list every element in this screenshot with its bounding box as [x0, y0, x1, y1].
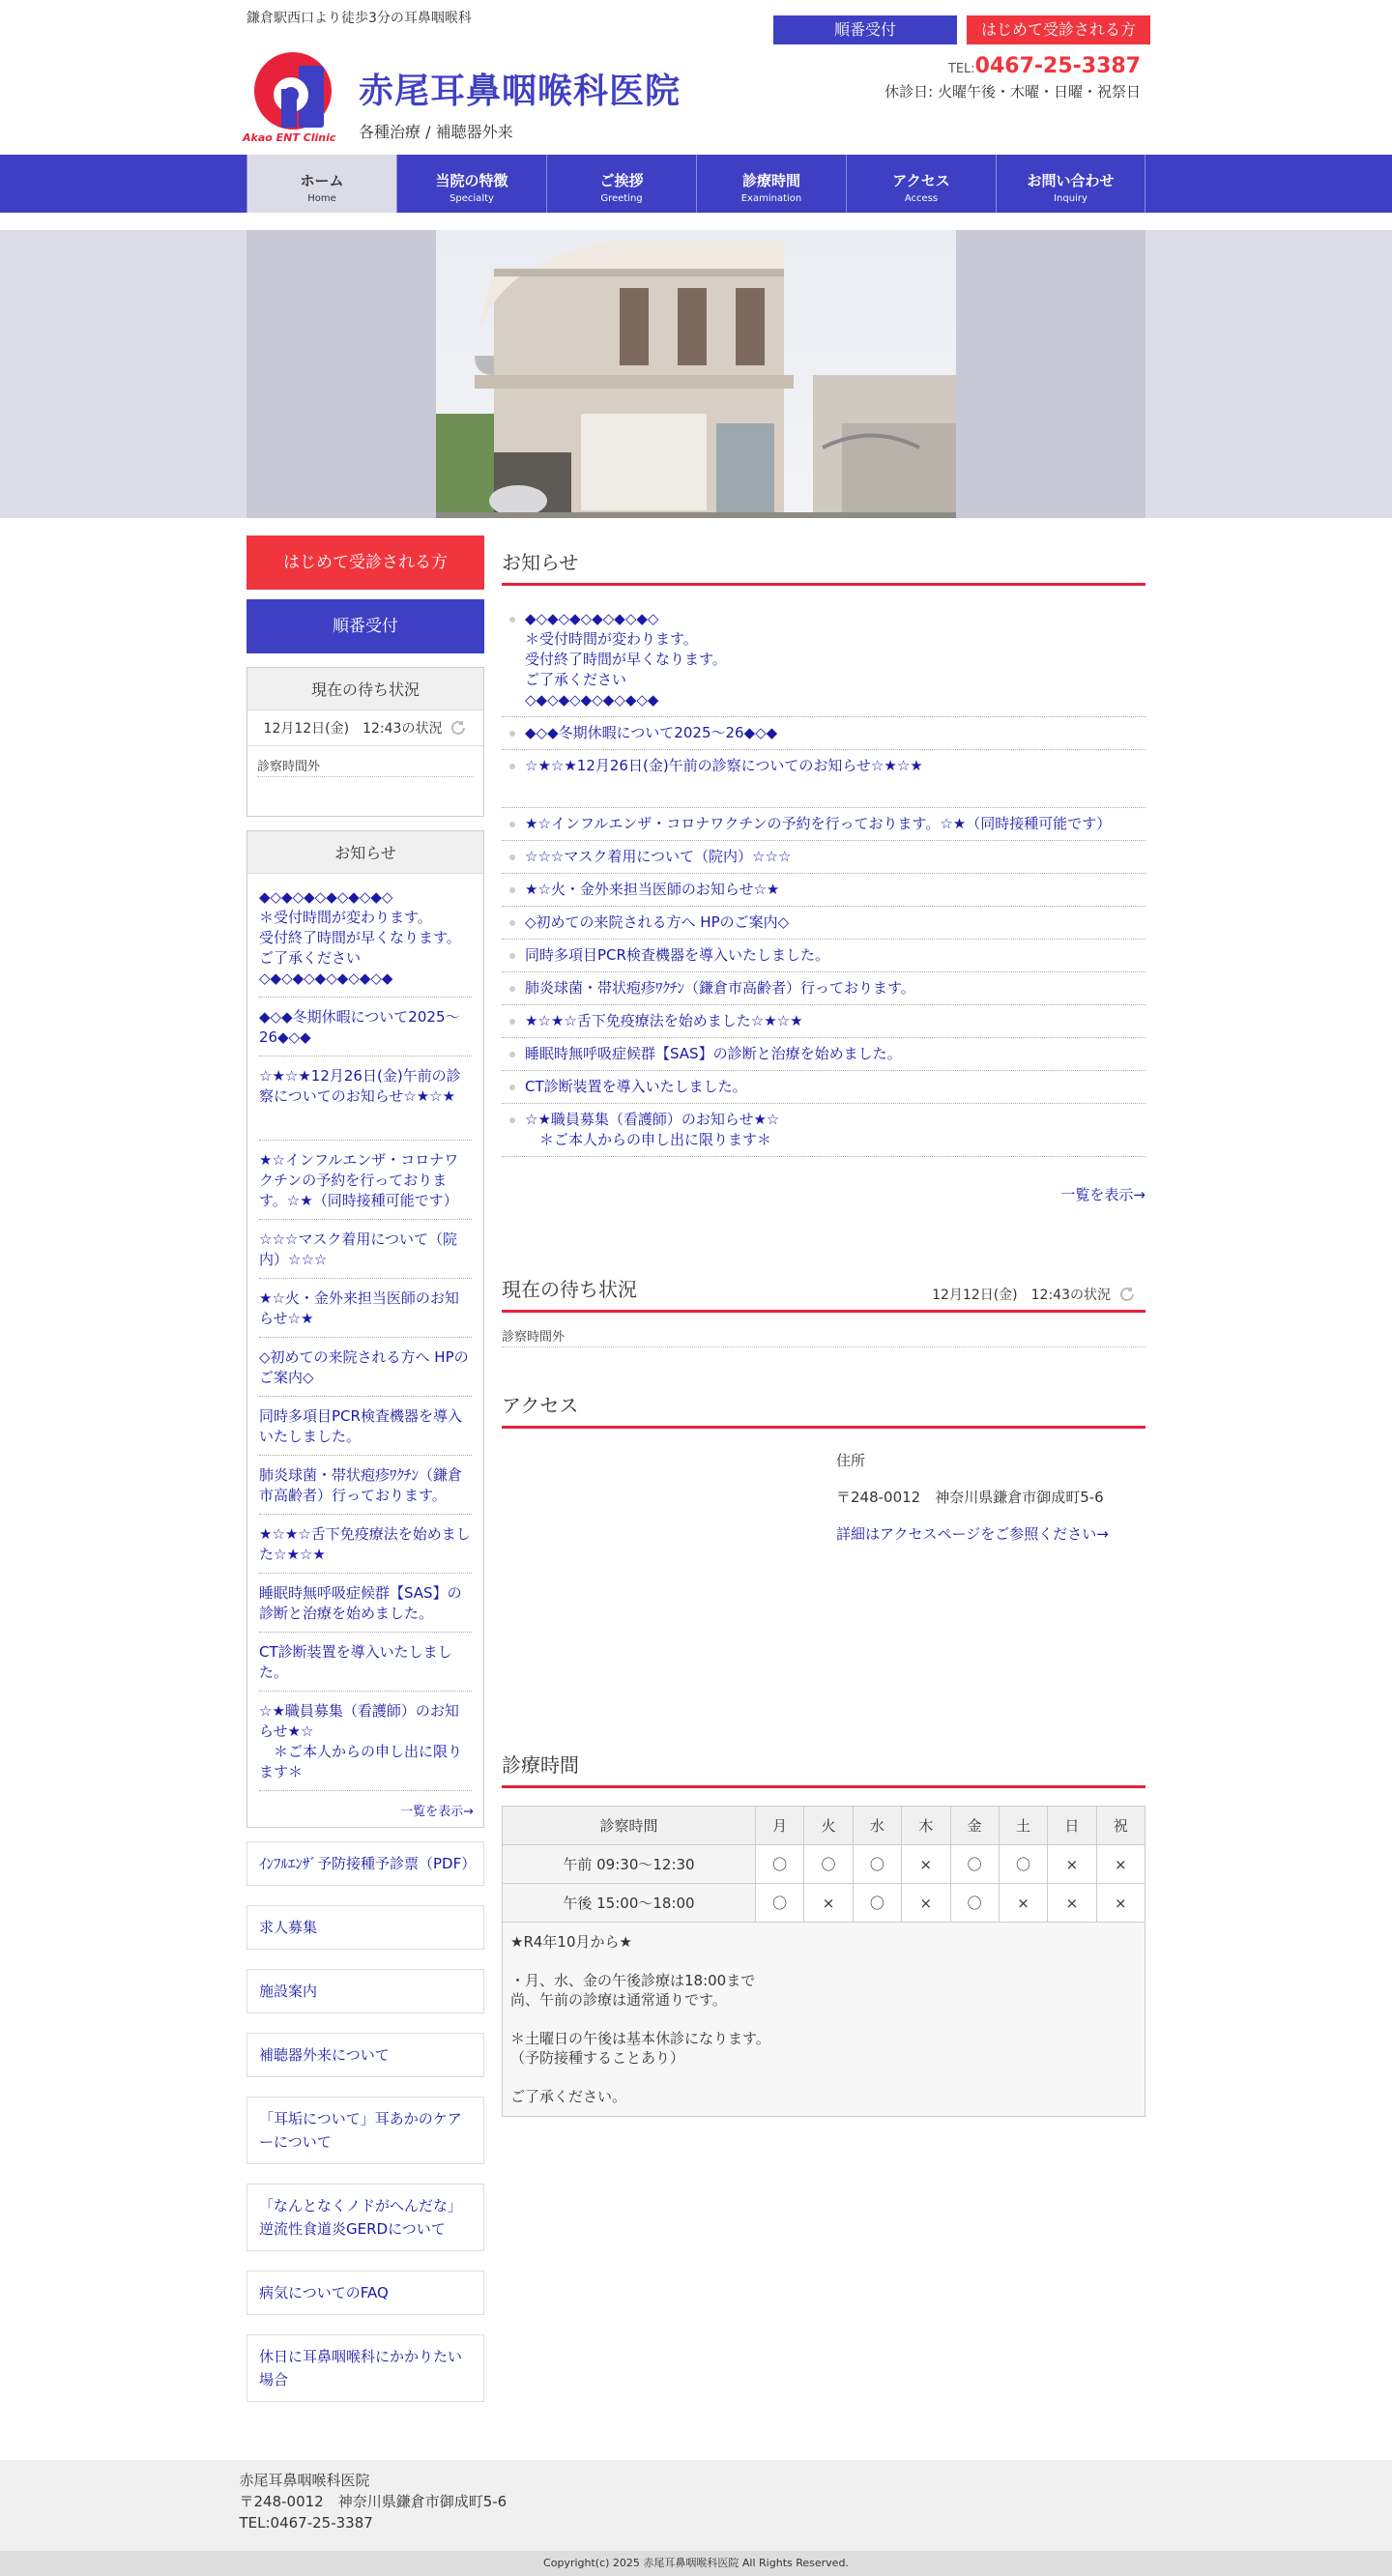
sidebar-link[interactable]: 「なんとなくノドがへんだな」逆流性食道炎GERDについて — [246, 2184, 484, 2251]
nav-item-specialty[interactable] — [396, 155, 546, 213]
hours-header-cell: 火 — [804, 1807, 853, 1845]
logo-mark-icon — [243, 52, 343, 130]
hours-time-cell: 午前 09:30〜12:30 — [503, 1845, 756, 1884]
sidebar-news-list — [247, 874, 483, 1791]
news-item[interactable]: ☆☆☆マスク着用について（院内）☆☆☆ — [502, 841, 1146, 874]
news-item[interactable]: ★☆インフルエンザ・コロナワクチンの予約を行っております。☆★（同時接種可能です） — [502, 808, 1146, 841]
sidebar-link[interactable]: 「耳垢について」耳あかのケアーについて — [246, 2097, 484, 2164]
hours-status-cell: × — [902, 1884, 950, 1923]
site-footer — [0, 2460, 1392, 2576]
hours-status-cell: 〇 — [950, 1884, 999, 1923]
tel-number[interactable]: 0467-25-3387 — [974, 54, 1141, 78]
tel-label: TEL: — [947, 62, 975, 76]
access-address-label: 住所 — [836, 1452, 866, 1469]
clinic-name: 赤尾耳鼻咽喉科医院 — [359, 72, 682, 111]
hours-status-cell: 〇 — [756, 1845, 804, 1884]
sidebar-news-item[interactable]: 睡眠時無呼吸症候群【SAS】の診断と治療を始めました。 — [259, 1574, 472, 1633]
access-map[interactable] — [502, 1446, 836, 1717]
hours-status-cell: × — [1096, 1845, 1145, 1884]
sidebar-news-item[interactable]: ◇初めての来院される方へ HPのご案内◇ — [259, 1338, 472, 1397]
news-list — [502, 603, 1146, 1157]
clinic-building-image — [436, 230, 956, 518]
wait-section-title — [502, 1274, 1146, 1313]
refresh-icon[interactable] — [450, 719, 467, 737]
hours-note: ★R4年10月から★ ・月、水、金の午後診療は18:00まで 尚、午前の診療は通常通りです。 ＊土曜日の午後は基本休診になります。 （予防接種することあり） ご了承ください。 — [503, 1923, 1146, 2117]
clinic-logo[interactable] — [243, 52, 343, 145]
sidebar-first-visit-button[interactable]: はじめて受診される方 — [246, 535, 484, 590]
sidebar-news-item[interactable]: ★☆インフルエンザ・コロナワクチンの予約を行っております。☆★（同時接種可能です） — [259, 1141, 472, 1220]
access-section-title: アクセス — [502, 1390, 1146, 1429]
access-address: 〒248-0012 神奈川県鎌倉市御成町5-6 — [836, 1489, 1104, 1506]
hours-header-cell: 診察時間 — [503, 1807, 756, 1845]
first-visit-button[interactable]: はじめて受診される方 — [967, 15, 1150, 44]
nav-sublabel: Examination — [740, 193, 802, 204]
sidebar-wait-time: 12月12日(金) 12:43の状況 — [263, 721, 443, 737]
nav-sublabel: Inquiry — [1054, 193, 1088, 204]
footer-address: 〒248-0012 神奈川県鎌倉市御成町5-6 — [239, 2493, 508, 2510]
sidebar-link[interactable]: 施設案内 — [246, 1969, 484, 2013]
nav-sublabel: Greeting — [600, 193, 643, 204]
hours-status-cell: × — [902, 1845, 950, 1884]
hours-section — [502, 1750, 1146, 2117]
holiday-info: 休診日: 火曜午後・木曜・日曜・祝祭日 — [884, 83, 1141, 101]
sidebar-news-box — [246, 830, 484, 1828]
hours-status-cell: 〇 — [756, 1884, 804, 1923]
sidebar-wait-text: 診察時間外 — [257, 756, 474, 777]
wait-section-body: 診察時間外 — [502, 1326, 1146, 1347]
wait-section-heading: 現在の待ち状況 — [502, 1278, 637, 1301]
hours-status-cell: × — [999, 1884, 1047, 1923]
sidebar-order-button[interactable]: 順番受付 — [246, 599, 484, 653]
refresh-icon[interactable] — [1118, 1286, 1136, 1303]
hours-row — [503, 1845, 1146, 1884]
nav-item-greeting[interactable] — [546, 155, 696, 213]
nav-item-access[interactable] — [846, 155, 996, 213]
sidebar-news-item[interactable]: ◆◇◆冬期休暇について2025〜26◆◇◆ — [259, 998, 472, 1056]
sidebar-wait-status — [247, 710, 483, 746]
main-area — [246, 518, 1146, 2421]
sidebar-news-item[interactable]: ☆☆☆マスク着用について（院内）☆☆☆ — [259, 1220, 472, 1279]
news-item[interactable]: 肺炎球菌・帯状疱疹ﾜｸﾁﾝ（鎌倉市高齢者）行っております。 — [502, 972, 1146, 1005]
sidebar-news-item[interactable]: CT診断装置を導入いたしました。 — [259, 1633, 472, 1692]
hours-header-cell: 水 — [853, 1807, 901, 1845]
news-item[interactable]: ☆★職員募集（看護師）のお知らせ★☆ ＊ご本人からの申し出に限ります＊ — [502, 1104, 1146, 1157]
sidebar-link[interactable]: 病気についてのFAQ — [246, 2271, 484, 2315]
sidebar-news-item[interactable]: 同時多項目PCR検査機器を導入いたしました。 — [259, 1397, 472, 1456]
nav-sublabel: Home — [307, 193, 336, 204]
sidebar-link[interactable]: 求人募集 — [246, 1905, 484, 1950]
sidebar — [246, 535, 484, 2421]
news-section-title: お知らせ — [502, 547, 1146, 586]
sidebar-link[interactable]: 補聴器外来について — [246, 2033, 484, 2077]
hours-header-cell: 祝 — [1096, 1807, 1145, 1845]
news-item[interactable]: ★☆★☆舌下免疫療法を始めました☆★☆★ — [502, 1005, 1146, 1038]
nav-label: 当院の特徴 — [435, 172, 508, 189]
sidebar-news-item[interactable]: ☆★☆★12月26日(金)午前の診察についてのお知らせ☆★☆★ — [259, 1056, 472, 1141]
site-header — [243, 0, 1146, 155]
access-section — [502, 1390, 1146, 1717]
news-item[interactable]: CT診断装置を導入いたしました。 — [502, 1071, 1146, 1104]
global-nav — [0, 155, 1392, 213]
hours-status-cell: × — [1048, 1884, 1096, 1923]
hours-header-cell: 金 — [950, 1807, 999, 1845]
header-buttons — [773, 15, 1150, 44]
hours-time-cell: 午後 15:00〜18:00 — [503, 1884, 756, 1923]
sidebar-news-item[interactable]: ◆◇◆◇◆◇◆◇◆◇◆◇ ＊受付時間が変わります。 受付終了時間が早くなります。 ご了承ください ◇◆◇◆◇◆◇◆◇◆◇◆ — [259, 887, 472, 998]
main-content — [502, 535, 1146, 2421]
hours-status-cell: 〇 — [950, 1845, 999, 1884]
sidebar-news-item[interactable]: ★☆火・金外来担当医師のお知らせ☆★ — [259, 1279, 472, 1338]
sidebar-wait-box — [246, 667, 484, 817]
news-item[interactable]: ★☆火・金外来担当医師のお知らせ☆★ — [502, 874, 1146, 907]
sidebar-news-item[interactable]: 肺炎球菌・帯状疱疹ﾜｸﾁﾝ（鎌倉市高齢者）行っております。 — [259, 1456, 472, 1515]
hours-status-cell: 〇 — [999, 1845, 1047, 1884]
nav-label: ホーム — [300, 172, 344, 189]
sidebar-links — [246, 1841, 484, 2402]
order-reception-button[interactable]: 順番受付 — [773, 15, 957, 44]
sidebar-link[interactable]: ｲﾝﾌﾙｴﾝｻﾞ予防接種予診票（PDF） — [246, 1841, 484, 1886]
sidebar-news-title: お知らせ — [247, 831, 483, 874]
nav-item-examination[interactable] — [696, 155, 846, 213]
hours-row — [503, 1884, 1146, 1923]
wait-section-status — [932, 1285, 1136, 1304]
news-item[interactable]: 同時多項目PCR検査機器を導入いたしました。 — [502, 940, 1146, 972]
clinic-subtitle: 各種治療 / 補聴器外来 — [359, 123, 513, 141]
sidebar-news-item[interactable]: ☆★職員募集（看護師）のお知らせ★☆ ＊ご本人からの申し出に限ります＊ — [259, 1692, 472, 1791]
hours-header-cell: 日 — [1048, 1807, 1096, 1845]
news-item[interactable]: 睡眠時無呼吸症候群【SAS】の診断と治療を始めました。 — [502, 1038, 1146, 1071]
hours-status-cell: × — [804, 1884, 853, 1923]
hours-table — [502, 1806, 1146, 2117]
hours-status-cell: 〇 — [853, 1884, 901, 1923]
nav-item-inquiry[interactable] — [996, 155, 1146, 213]
hero-banner — [0, 230, 1392, 518]
news-more-link[interactable]: 一覧を表示→ — [1060, 1186, 1146, 1203]
nav-label: ご挨拶 — [599, 172, 644, 189]
copyright: Copyright(c) 2025 赤尾耳鼻咽喉科医院 All Rights Reserved. — [0, 2551, 1392, 2576]
hours-status-cell: × — [1048, 1845, 1096, 1884]
nav-label: 診療時間 — [741, 172, 800, 189]
wait-section — [502, 1274, 1146, 1347]
nav-item-home[interactable] — [246, 155, 396, 213]
news-item[interactable]: ☆★☆★12月26日(金)午前の診察についてのお知らせ☆★☆★ — [502, 750, 1146, 808]
nav-label: お問い合わせ — [1027, 172, 1115, 189]
logo-text: Akao ENT Clinic — [243, 131, 336, 144]
footer-tel: TEL:0467-25-3387 — [239, 2514, 373, 2532]
wait-section-time: 12月12日(金) 12:43の状況 — [932, 1288, 1111, 1303]
news-item[interactable]: ◆◇◆◇◆◇◆◇◆◇◆◇ ＊受付時間が変わります。 受付終了時間が早くなります。 ご了承ください ◇◆◇◆◇◆◇◆◇◆◇◆ — [502, 603, 1146, 717]
header-tagline: 鎌倉駅西口より徒歩3分の耳鼻咽喉科 — [246, 11, 472, 26]
hours-section-title: 診療時間 — [502, 1750, 1146, 1788]
header-tel — [948, 54, 1141, 78]
nav-sublabel: Specialty — [450, 193, 494, 204]
news-item[interactable]: ◇初めての来院される方へ HPのご案内◇ — [502, 907, 1146, 940]
hours-status-cell: 〇 — [853, 1845, 901, 1884]
access-info — [836, 1446, 1109, 1717]
nav-sublabel: Access — [904, 193, 939, 204]
nav-label: アクセス — [892, 172, 950, 189]
footer-clinic-name: 赤尾耳鼻咽喉科医院 — [239, 2472, 370, 2489]
sidebar-wait-body — [247, 746, 483, 816]
hours-status-cell: 〇 — [804, 1845, 853, 1884]
news-item[interactable]: ◆◇◆冬期休暇について2025〜26◆◇◆ — [502, 717, 1146, 750]
hours-header-cell: 月 — [756, 1807, 804, 1845]
hours-header-cell: 土 — [999, 1807, 1047, 1845]
sidebar-news-more-link[interactable]: 一覧を表示→ — [400, 1805, 474, 1819]
sidebar-wait-title: 現在の待ち状況 — [247, 668, 483, 710]
access-detail-link[interactable]: 詳細はアクセスページをご参照ください→ — [836, 1525, 1109, 1543]
hours-status-cell: × — [1096, 1884, 1145, 1923]
sidebar-link[interactable]: 休日に耳鼻咽喉科にかかりたい場合 — [246, 2334, 484, 2402]
sidebar-news-item[interactable]: ★☆★☆舌下免疫療法を始めました☆★☆★ — [259, 1515, 472, 1574]
hours-header-cell: 木 — [902, 1807, 950, 1845]
